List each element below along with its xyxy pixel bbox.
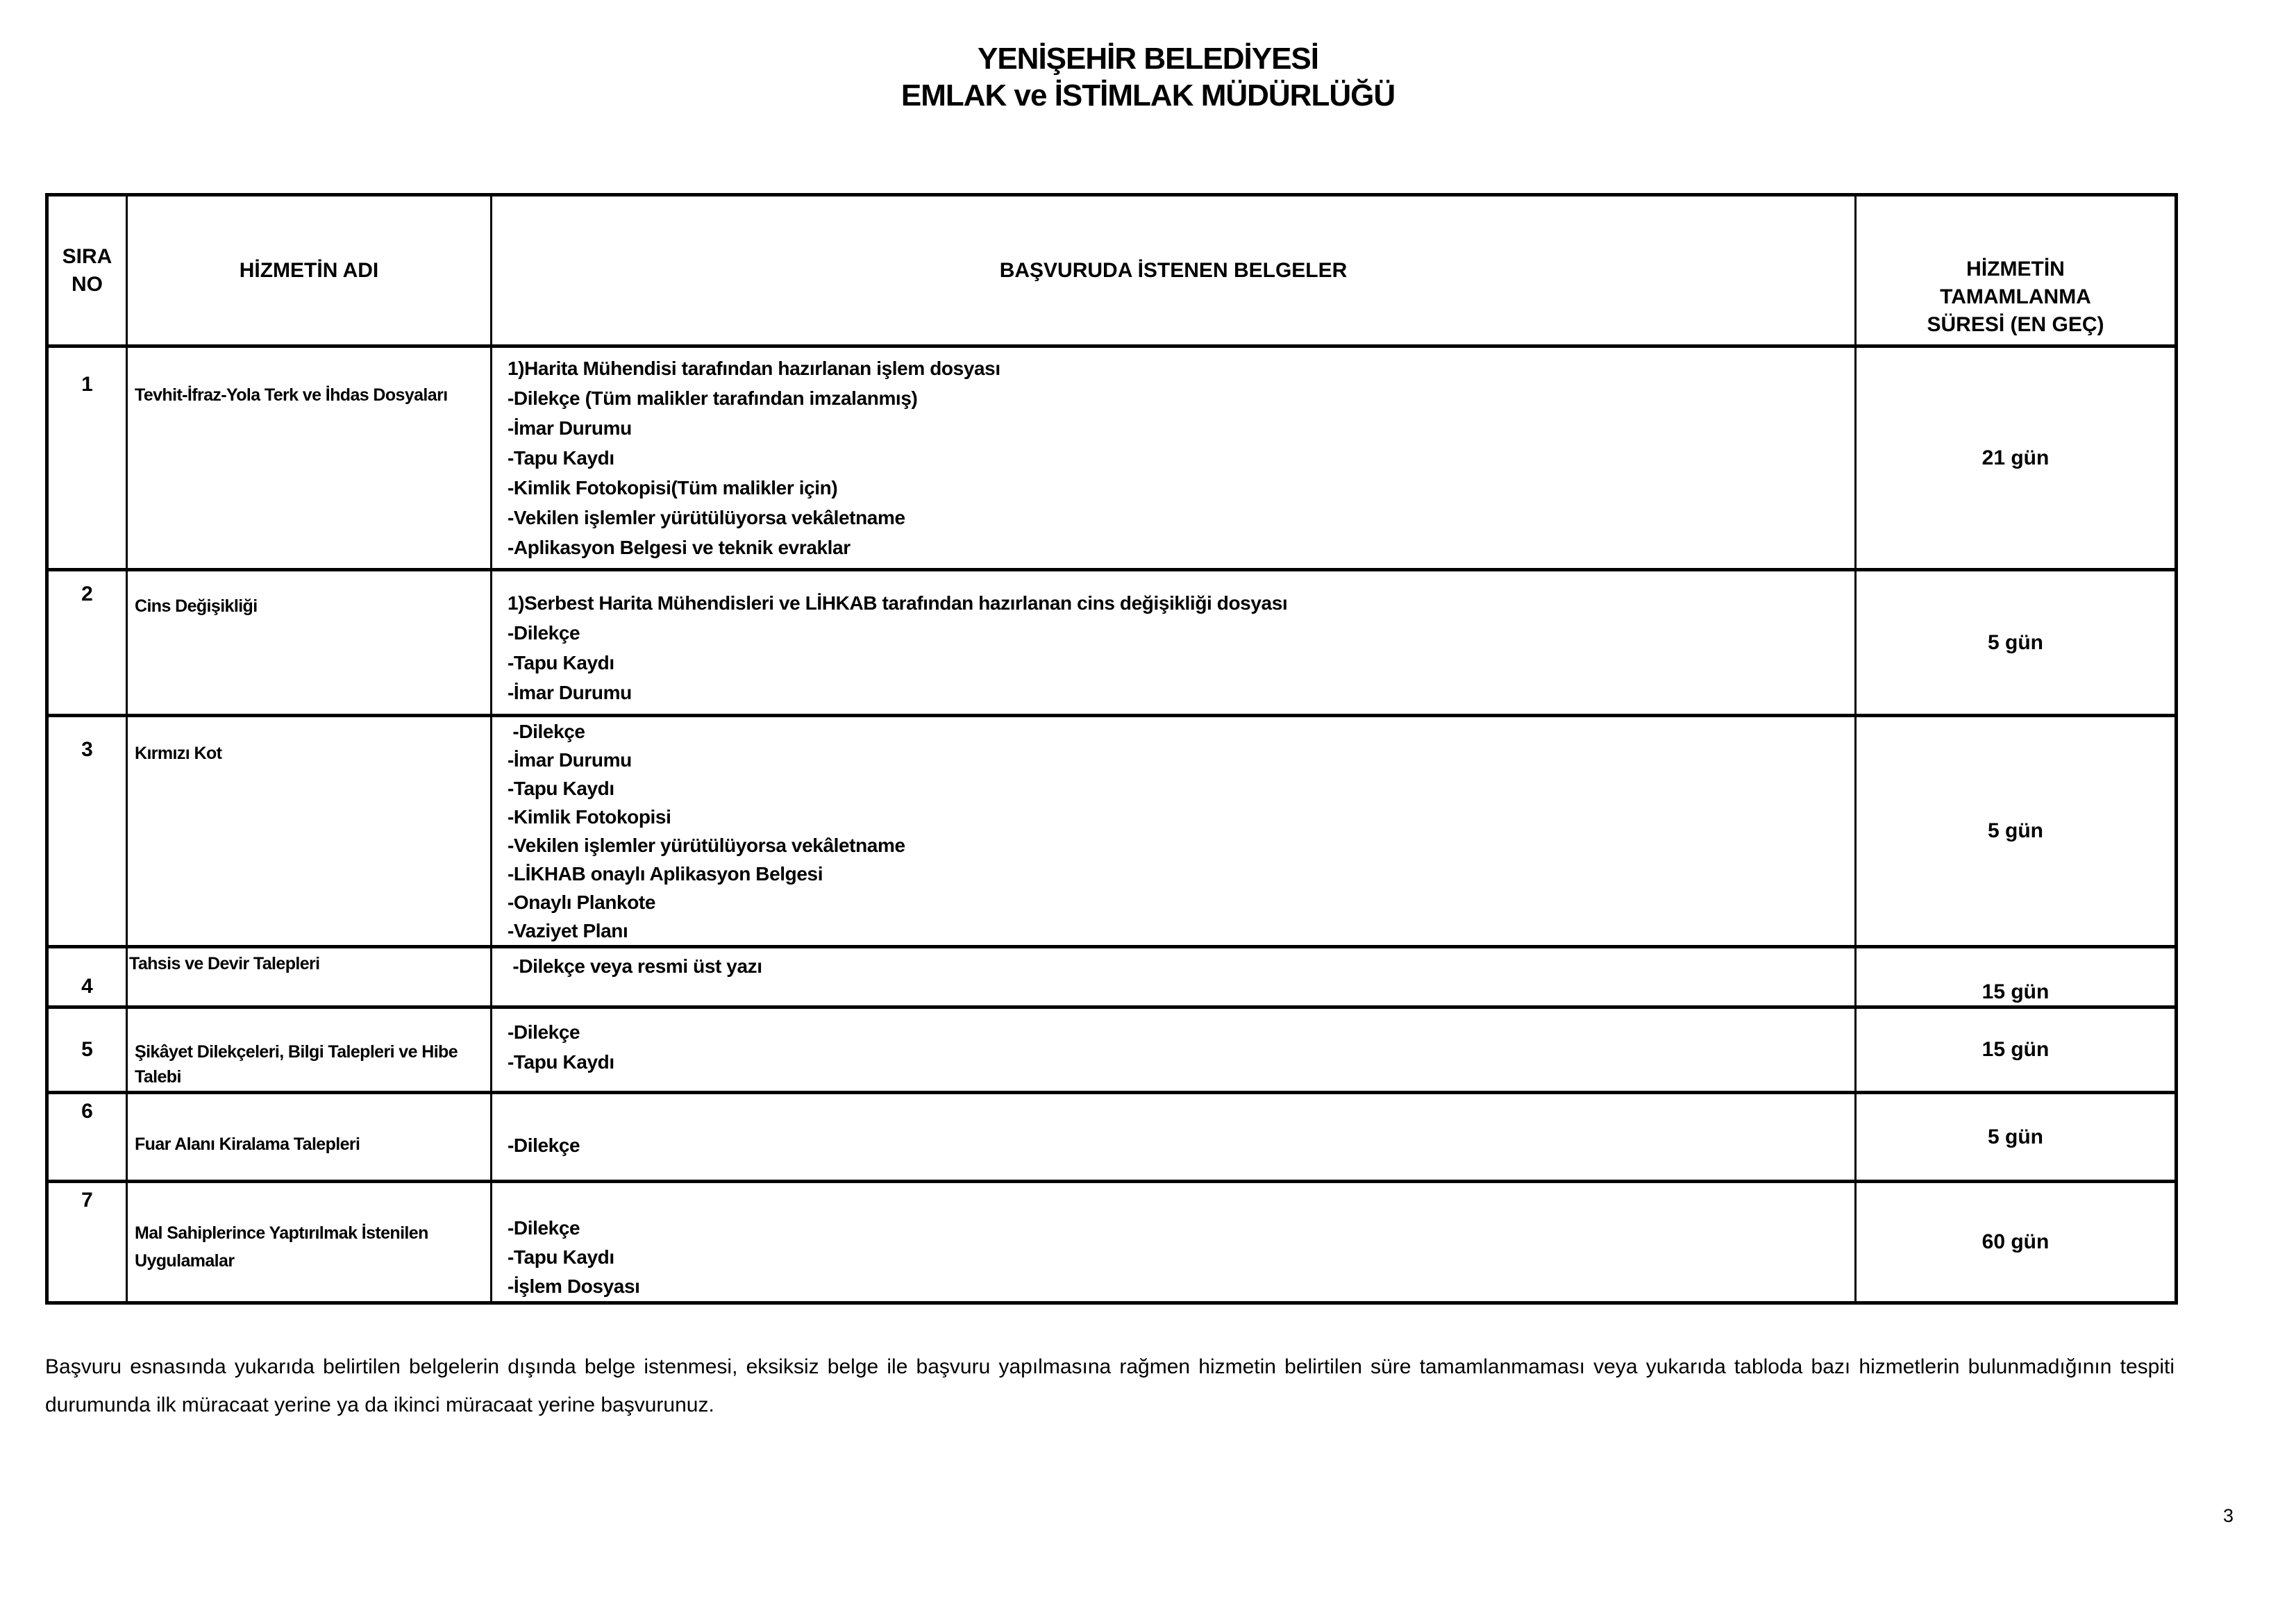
row-number: 2: [47, 570, 127, 716]
completion-duration: 60 gün: [1856, 1182, 2177, 1303]
document-item: -Kimlik Fotokopisi(Tüm malikler için): [508, 477, 838, 499]
document-item: -Vekilen işlemler yürütülüyorsa vekâletname: [508, 835, 905, 856]
document-item: -Tapu Kaydı: [508, 1051, 614, 1073]
document-title: [0, 0, 2296, 114]
table-row: [47, 1007, 2177, 1093]
table-row: [47, 716, 2177, 947]
service-name: Tevhit-İfraz-Yola Terk ve İhdas Dosyaları: [127, 346, 492, 570]
title-directorate: EMLAK ve İSTİMLAK MÜDÜRLÜĞÜ: [900, 78, 1396, 112]
document-item: -Tapu Kaydı: [508, 652, 614, 673]
document-item: -İmar Durumu: [508, 417, 632, 439]
documents-cell: [492, 947, 1856, 1007]
documents-cell: [492, 1182, 1856, 1303]
completion-duration: 5 gün: [1856, 716, 2177, 947]
table-row: [47, 1093, 2177, 1182]
service-name: Mal Sahiplerince Yaptırılmak İstenilen Uygulamalar: [127, 1182, 492, 1303]
document-item: -Kimlik Fotokopisi: [508, 806, 671, 828]
service-name: Cins Değişikliği: [127, 570, 492, 716]
document-item: -Dilekçe: [508, 1021, 580, 1043]
completion-duration: 5 gün: [1856, 1093, 2177, 1182]
document-item: -Aplikasyon Belgesi ve teknik evraklar: [508, 537, 850, 558]
documents-cell: [492, 1007, 1856, 1093]
document-item: -İşlem Dosyası: [508, 1275, 640, 1297]
document-item: -LİKHAB onaylı Aplikasyon Belgesi: [508, 863, 823, 885]
documents-cell: [492, 346, 1856, 570]
document-item: 1)Harita Mühendisi tarafından hazırlanan işlem dosyası: [508, 358, 1000, 379]
row-number: 6: [47, 1093, 127, 1182]
completion-duration: 15 gün: [1856, 1007, 2177, 1093]
document-item: -Tapu Kaydı: [508, 778, 614, 799]
completion-duration: 21 gün: [1856, 346, 2177, 570]
document-item: -Dilekçe (Tüm malikler tarafından imzalanmış): [508, 387, 918, 409]
page-number: 3: [2222, 1505, 2234, 1526]
documents-cell: [492, 570, 1856, 716]
table-row: [47, 947, 2177, 1007]
row-number: 3: [47, 716, 127, 947]
title-municipality: YENİŞEHİR BELEDİYESİ: [977, 42, 1318, 76]
document-item: -Dilekçe: [508, 721, 585, 742]
document-item: -İmar Durumu: [508, 682, 632, 703]
service-name: Fuar Alanı Kiralama Talepleri: [127, 1093, 492, 1182]
document-item: -Tapu Kaydı: [508, 447, 614, 469]
document-item: -Dilekçe: [508, 622, 580, 644]
document-item: 1)Serbest Harita Mühendisleri ve LİHKAB tarafından hazırlanan cins değişikliği dosyası: [508, 592, 1288, 614]
document-item: -Dilekçe: [508, 1135, 580, 1156]
header-istenen-belgeler: BAŞVURUDA İSTENEN BELGELER: [492, 195, 1856, 346]
service-standards-table: [45, 193, 2178, 1305]
service-name: Tahsis ve Devir Talepleri: [127, 947, 492, 1007]
documents-cell: [492, 716, 1856, 947]
document-item: -İmar Durumu: [508, 749, 632, 771]
service-name: Şikâyet Dilekçeleri, Bilgi Talepleri ve Hibe Talebi: [127, 1007, 492, 1093]
row-number: 5: [47, 1007, 127, 1093]
completion-duration: 5 gün: [1856, 570, 2177, 716]
row-number: 4: [47, 947, 127, 1007]
header-sira-no: SIRA NO: [47, 195, 127, 346]
table-header-row: [47, 195, 2177, 346]
table-row: [47, 346, 2177, 570]
document-item: -Tapu Kaydı: [508, 1246, 614, 1268]
document-item: -Dilekçe: [508, 1217, 580, 1239]
table-row: [47, 570, 2177, 716]
header-tamamlanma-suresi: HİZMETİN TAMAMLANMA SÜRESİ (EN GEÇ): [1856, 195, 2177, 346]
document-item: -Onaylı Plankote: [508, 891, 655, 913]
table-row: [47, 1182, 2177, 1303]
header-hizmetin-adi: HİZMETİN ADI: [127, 195, 492, 346]
completion-duration: 15 gün: [1856, 947, 2177, 1007]
row-number: 7: [47, 1182, 127, 1303]
document-item: -Vekilen işlemler yürütülüyorsa vekâletname: [508, 507, 905, 528]
footer-note: Başvuru esnasında yukarıda belirtilen belgelerin dışında belge istenmesi, eksiksiz belge ile başvuru yapılmasına rağmen hizmetin belirtilen süre tamamlanmaması veya yukarıda tabloda bazı hizmetlerin bulunmadığının tespiti durumunda ilk müracaat yerine ya da ikinci müracaat yerine başvurunuz.: [45, 1355, 2175, 1416]
document-item: -Dilekçe veya resmi üst yazı: [508, 955, 762, 977]
document-item: -Vaziyet Planı: [508, 920, 628, 941]
service-name: Kırmızı Kot: [127, 716, 492, 947]
row-number: 1: [47, 346, 127, 570]
documents-cell: [492, 1093, 1856, 1182]
